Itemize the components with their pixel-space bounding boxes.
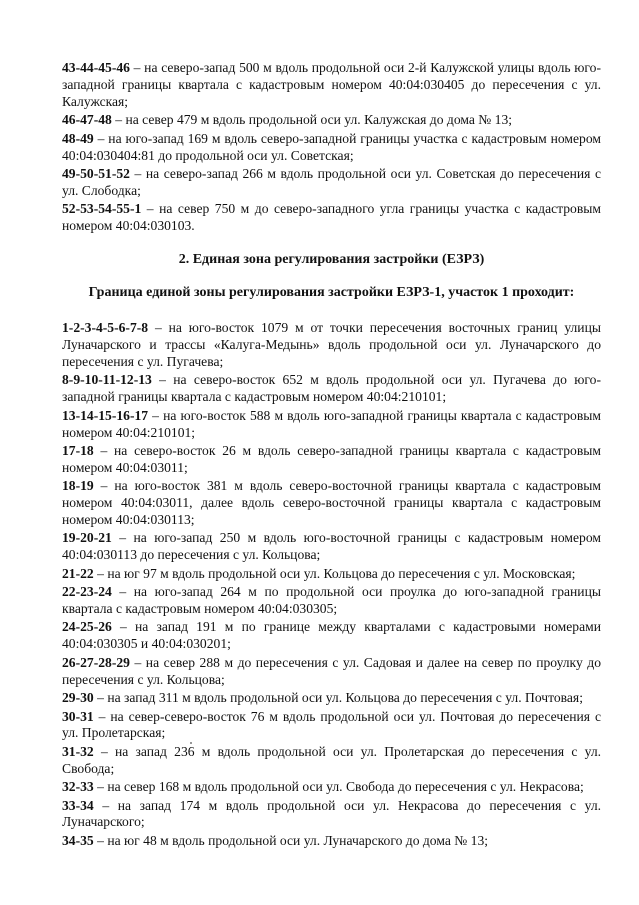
entry-points: 8-9-10-11-12-13 [62,372,152,388]
entry-points: 13-14-15-16-17 [62,407,149,423]
entry-points: 19-20-21 [62,530,112,546]
boundary-entry [62,566,601,583]
entry-points: 18-19 [62,478,94,494]
boundary-entry [62,443,601,477]
boundary-entry [62,320,601,371]
entry-text: – на северо-запад 500 м вдоль продольной оси 2-й Калужской улицы вдоль юго-западной границы квартала с кадастровым номером 40:04:030405 до пересечения с ул. Калужская; [62,60,601,109]
section-title: 2. Единая зона регулирования застройки (ЕЗРЗ) [178,252,485,268]
entry-text: – на север 479 м вдоль продольной оси ул. Калужская до дома № 13; [111,112,513,128]
entries-bottom-list [62,320,601,850]
entry-points: 31-32 [62,743,94,759]
entry-points: 46-47-48 [62,112,112,128]
entry-points: 48-49 [62,130,94,146]
entry-text: – на северо-запад 266 м вдоль продольной оси ул. Советская до пересечения с ул. Слободка; [62,165,601,198]
entry-text: – на запад 191 м по границе между кварталами с кадастровыми номерами 40:04:030305 и 40:04:030201; [62,619,601,652]
entry-text: – на юго-запад 264 м по продольной оси проулка до юго-западной границы квартала с кадастровым номером 40:04:030305; [62,584,601,617]
entry-text: – на запад 311 м вдоль продольной оси ул. Кольцова до пересечения с ул. Почтовая; [93,690,583,706]
entry-text: – на юго-восток 588 м вдоль юго-западной границы квартала с кадастровым номером 40:04:210101; [62,407,601,440]
boundary-entry [62,584,601,618]
entry-points: 32-33 [62,779,94,795]
entry-text: – на юг 97 м вдоль продольной оси ул. Кольцова до пересечения с ул. Московская; [93,565,576,581]
entry-text: – на юго-запад 250 м вдоль юго-восточной границы с кадастровым номером 40:04:030113 до пересечения с ул. Кольцова; [62,530,601,563]
entry-points: 52-53-54-55-1 [62,201,142,217]
entry-points: 1-2-3-4-5-6-7-8 [62,320,149,336]
entry-points: 26-27-28-29 [62,654,130,670]
boundary-entry [62,690,601,707]
entry-text: – на север 288 м до пересечения с ул. Садовая и далее на север по проулку до пересечения с ул. Кольцова; [62,654,601,687]
entry-text: – на северо-восток 26 м вдоль северо-западной границы квартала с кадастровым номером 40:04:03011; [62,442,601,475]
boundary-entry [62,166,601,200]
boundary-entry [62,530,601,564]
entry-text: – на запад 236 м вдоль продольной оси ул. Пролетарская до пересечения с ул. Свобода; [62,743,601,776]
entry-text: – на северо-восток 652 м вдоль продольной оси ул. Пугачева до юго-западной границы квартала с кадастровым номером 40:04:210101; [62,372,601,405]
boundary-entry [62,798,601,832]
entry-text: – на юго-восток 381 м вдоль северо-восточной границы квартала с кадастровым номером 40:04:03011, далее вдоль северо-восточной границы квартала с кадастровым номером 40:04:030113; [62,478,601,528]
entry-points: 33-34 [62,797,94,813]
entry-text: – на запад 174 м вдоль продольной оси ул. Некрасова до пересечения с ул. Луначарского; [62,797,601,830]
boundary-entry [62,833,601,850]
entry-points: 34-35 [62,832,94,848]
boundary-entry [62,709,601,743]
boundary-entry [62,60,601,111]
boundary-entry [62,131,601,165]
boundary-entry [62,201,601,235]
boundary-entry [62,744,601,778]
section-subtitle: Граница единой зоны регулирования застройки ЕЗРЗ-1, участок 1 проходит: [88,285,575,301]
entries-top-list [62,60,601,235]
entry-text: – на юго-восток 1079 м от точки пересечения восточных границ улицы Луначарского и трассы «Калуга-Медынь» вдоль продольной оси ул. Луначарского до пересечения с ул. Пугачева; [62,320,601,369]
entry-text: – на север-северо-восток 76 м вдоль продольной оси ул. Почтовая до пересечения с ул. Пролетарская; [62,708,601,741]
entry-points: 29-30 [62,690,94,706]
scan-speck [190,742,192,744]
entry-points: 21-22 [62,565,94,581]
entry-points: 17-18 [62,442,94,458]
entry-text: – на север 168 м вдоль продольной оси ул. Свобода до пересечения с ул. Некрасова; [93,779,584,795]
entry-points: 22-23-24 [62,584,112,600]
entry-points: 49-50-51-52 [62,165,130,181]
boundary-entry [62,619,601,653]
entry-text: – на север 750 м до северо-западного угла границы участка с кадастровым номером 40:04:030103. [62,201,601,234]
entry-points: 30-31 [62,708,94,724]
entry-text: – на юго-запад 169 м вдоль северо-западной границы участка с кадастровым номером 40:04:030404:81 до продольной оси ул. Советская; [62,130,601,163]
boundary-entry [62,408,601,442]
entry-text: – на юг 48 м вдоль продольной оси ул. Луначарского до дома № 13; [93,832,489,848]
entry-points: 24-25-26 [62,619,112,635]
boundary-entry [62,655,601,689]
boundary-entry [62,478,601,529]
boundary-entry [62,372,601,406]
entry-points: 43-44-45-46 [62,60,130,75]
boundary-entry [62,112,601,129]
boundary-entry [62,779,601,796]
